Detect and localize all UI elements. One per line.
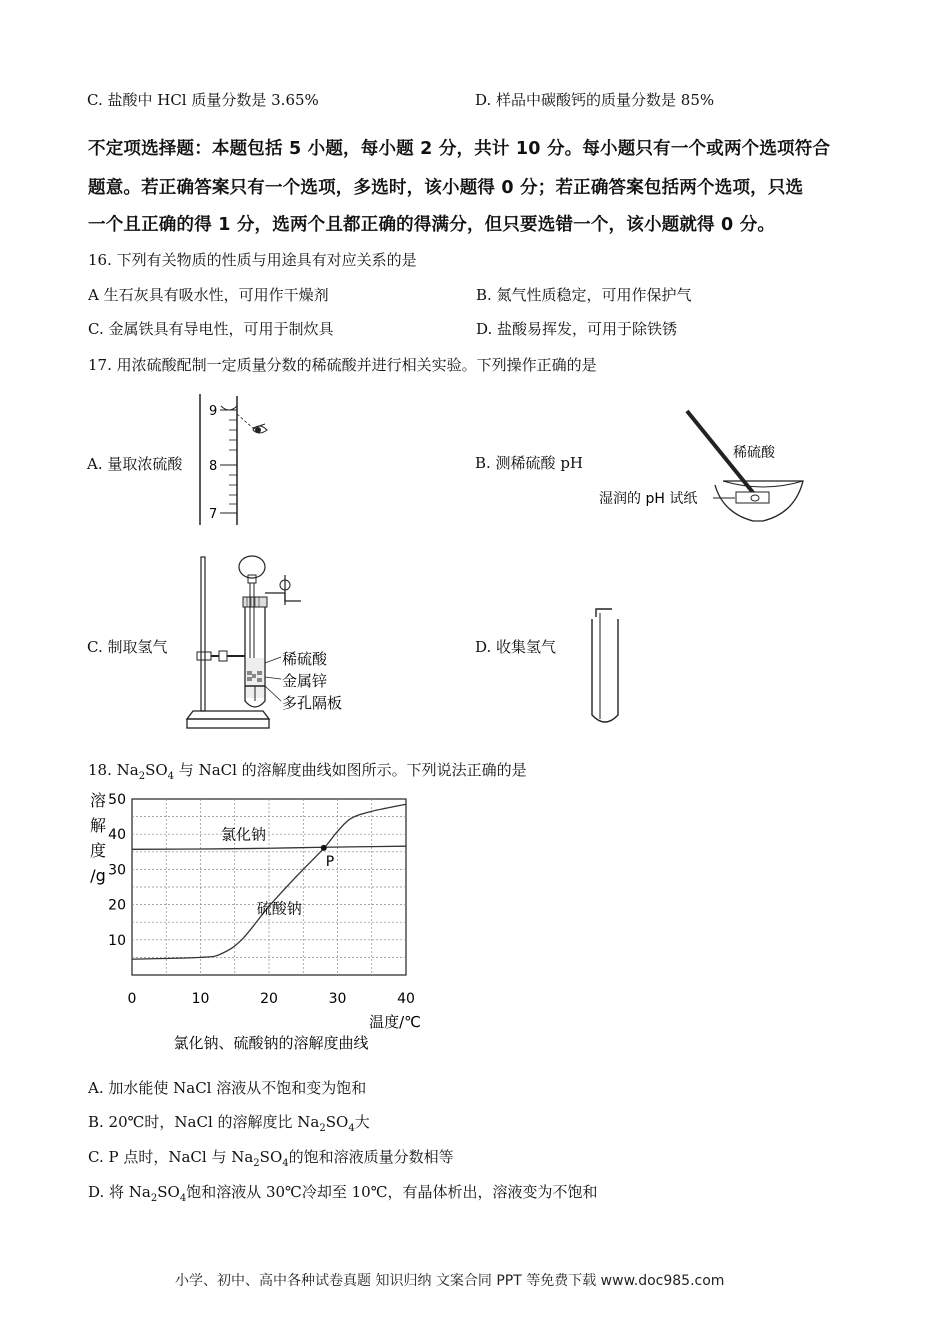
y-axis-label: /g [90, 866, 106, 885]
y-tick-label: 40 [108, 827, 126, 844]
generator-zinc-label: 金属锌 [282, 672, 328, 690]
q16-option-b: B. 氮气性质稳定，可用作保护气 [476, 286, 692, 304]
gas-collection-figure [590, 605, 622, 731]
q16-option-d: D. 盐酸易挥发，可用于除铁锈 [476, 320, 678, 338]
series-label-nacl: 氯化钠 [221, 825, 267, 844]
q18-stem-post: 与 NaCl 的溶解度曲线如图所示。下列说法正确的是 [174, 761, 527, 779]
instruction-line-2: 题意。若正确答案只有一个选项，多选时，该小题得 0 分；若正确答案包括两个选项，只选 [88, 178, 804, 198]
chart-title: 氯化钠、硫酸钠的溶解度曲线 [173, 1034, 369, 1052]
generator-acid-label: 稀硫酸 [282, 650, 328, 668]
x-tick-label: 30 [328, 991, 347, 1007]
y-tick-label: 10 [108, 932, 126, 949]
q18-c-sub4: 4 [282, 1158, 289, 1169]
q18-option-c [88, 1146, 454, 1169]
q15-option-d: D. 样品中碳酸钙的质量分数是 85% [475, 91, 715, 109]
y-tick-label: 30 [108, 862, 126, 879]
ph-acid-label: 稀硫酸 [733, 445, 775, 461]
q18-b-sub4: 4 [348, 1123, 355, 1134]
q15-option-c: C. 盐酸中 HCl 质量分数是 3.65% [87, 91, 319, 109]
y-tick-label: 50 [108, 792, 126, 808]
q18-c-sub2: 2 [253, 1158, 260, 1169]
q17-option-a: A. 量取浓硫酸 [87, 455, 183, 473]
ph-paper-label: 湿润的 pH 试纸 [599, 491, 698, 507]
q18-b-sub2: 2 [319, 1123, 326, 1134]
q18-stem [88, 759, 527, 782]
q18-d-sub2: 2 [150, 1193, 158, 1204]
y-tick-label: 20 [108, 897, 126, 914]
x-tick-label: 40 [397, 991, 415, 1007]
q18-d-post: 饱和溶液从 30℃冷却至 10℃，有晶体析出，溶液变为不饱和 [186, 1183, 598, 1201]
hydrogen-generator-figure [185, 553, 365, 731]
q18-d-so: SO [157, 1183, 180, 1201]
instruction-line-1: 不定项选择题：本题包括 5 小题，每小题 2 分，共计 10 分。每小题只有一个或两个选项符合 [88, 139, 831, 159]
x-tick-label: 0 [127, 991, 137, 1007]
series-label-na2so4: 硫酸钠 [256, 899, 302, 918]
q18-c-post: 的饱和溶液质量分数相等 [288, 1148, 454, 1166]
q18-stem-pre: 18. Na [88, 761, 139, 779]
q16-option-a: A 生石灰具有吸水性，可用作干燥剂 [88, 286, 329, 304]
graduated-cylinder-figure [195, 392, 285, 527]
q18-d-sub4: 4 [179, 1193, 187, 1204]
y-axis-label: 度 [89, 841, 107, 860]
q18-c-so: SO [259, 1148, 283, 1166]
x-axis-label: 温度/℃ [369, 1013, 421, 1031]
intersection-point [321, 845, 327, 851]
q17-option-b: B. 测稀硫酸 pH [475, 454, 584, 472]
eye-icon [253, 424, 267, 433]
ph-test-figure [595, 405, 805, 530]
page-footer: 小学、初中、高中各种试卷真题 知识归纳 文案合同 PPT 等免费下载 www.doc985.com [175, 1273, 725, 1289]
q18-option-b [88, 1111, 370, 1134]
q17-option-c: C. 制取氢气 [87, 638, 168, 656]
q18-b-so: SO [325, 1113, 349, 1131]
instruction-line-3: 一个且正确的得 1 分，选两个且都正确的得满分，但只要选错一个，该小题就得 0 分。 [88, 215, 776, 235]
intersection-point-label: P [325, 853, 335, 870]
q18-stem-mid: SO [145, 761, 168, 779]
cylinder-tick-8: 8 [209, 459, 218, 474]
q18-option-a: A. 加水能使 NaCl 溶液从不饱和变为饱和 [88, 1079, 367, 1097]
q18-c-pre: C. P 点时，NaCl 与 Na [88, 1148, 254, 1166]
y-axis-label: 溶 [89, 791, 107, 810]
x-tick-label: 20 [260, 991, 278, 1007]
q18-b-post: 大 [354, 1113, 370, 1131]
x-tick-label: 10 [191, 991, 210, 1007]
q18-b-pre: B. 20℃时，NaCl 的溶解度比 Na [88, 1113, 320, 1131]
q17-option-d: D. 收集氢气 [475, 638, 557, 656]
solubility-chart [88, 788, 448, 1058]
q16-stem: 16. 下列有关物质的性质与用途具有对应关系的是 [88, 251, 417, 269]
q17-stem: 17. 用浓硫酸配制一定质量分数的稀硫酸并进行相关实验。下列操作正确的是 [88, 356, 597, 374]
q18-option-d [88, 1181, 597, 1204]
cylinder-tick-7: 7 [209, 507, 218, 522]
generator-plate-label: 多孔隔板 [282, 694, 343, 712]
q18-stem-sub2: 4 [167, 771, 175, 782]
series-nacl-line [132, 846, 406, 849]
q16-option-c: C. 金属铁具有导电性，可用于制炊具 [88, 320, 334, 338]
q18-stem-sub1: 2 [138, 771, 146, 782]
cylinder-tick-9: 9 [209, 404, 218, 419]
y-axis-label: 解 [89, 816, 107, 835]
q18-d-pre: D. 将 Na [88, 1183, 151, 1201]
